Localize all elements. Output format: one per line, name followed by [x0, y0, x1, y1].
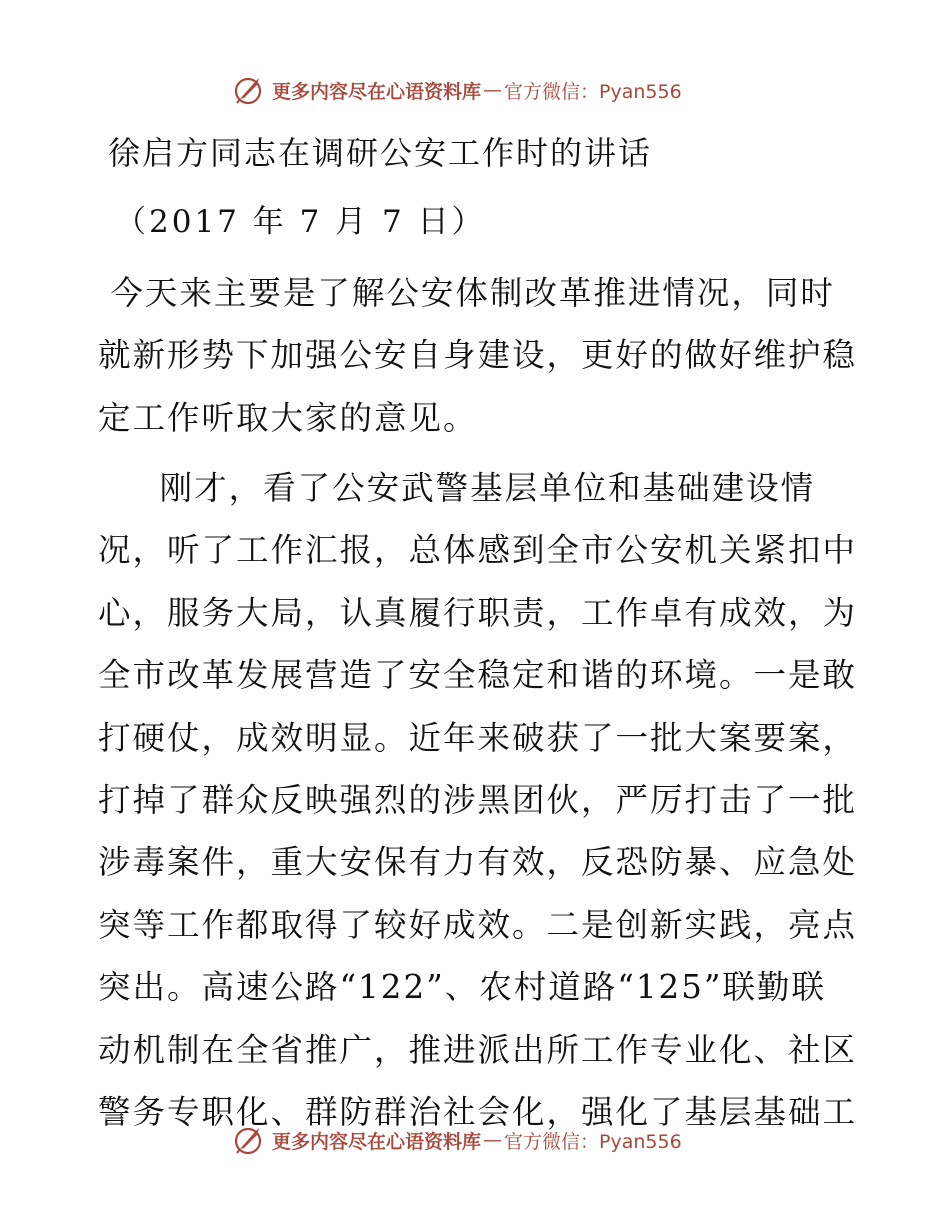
watermark-brand-text: 更多内容尽在心语资料库 — [272, 1130, 482, 1153]
paragraph-line: 警务专职化、群防群治社会化，强化了基层基础工 — [98, 1092, 858, 1131]
paragraph-line: 就新形势下加强公安自身建设，更好的做好维护稳 — [98, 336, 858, 375]
watermark-account-text: 官方微信：Pyan556 — [504, 80, 682, 103]
footer-watermark — [232, 1120, 682, 1160]
paragraph-line: 突等工作都取得了较好成效。二是创新实践，亮点 — [98, 905, 858, 944]
watermark-account-text: 官方微信：Pyan556 — [504, 1130, 682, 1153]
header-watermark — [232, 70, 682, 110]
paragraph-line: 打掉了群众反映强烈的涉黑团伙，严厉打击了一批 — [98, 780, 858, 819]
paragraph-line: 定工作听取大家的意见。 — [98, 398, 478, 437]
paragraph-line: 况，听了工作汇报，总体感到全市公安机关紧扣中 — [98, 531, 858, 570]
paragraph-line: 心，服务大局，认真履行职责，工作卓有成效，为 — [98, 593, 858, 632]
paragraph-intro — [98, 262, 858, 449]
paragraph-line: 今天来主要是了解公安体制改革推进情况，同时 — [98, 274, 835, 312]
paragraph-line: 涉毒案件，重大安保有力有效，反恐防暴、应急处 — [98, 843, 858, 882]
paragraph-assessment — [98, 457, 858, 1143]
quill-pen-icon — [232, 1123, 266, 1157]
paragraph-line: 动机制在全省推广，推进派出所工作专业化、社区 — [98, 1030, 858, 1069]
paragraph-line: 突出。高速公路“122”、农村道路“125”联勤联 — [98, 968, 827, 1007]
watermark-separator: — — [483, 1129, 503, 1151]
document-title: 徐启方同志在调研公安工作时的讲话 — [108, 134, 653, 172]
paragraph-line: 刚才，看了公安武警基层单位和基础建设情 — [98, 469, 816, 507]
document-date: （2017 年 7 月 7 日） — [115, 204, 486, 240]
paragraph-line: 打硬仗，成效明显。近年来破获了一批大案要案， — [98, 718, 858, 757]
paragraph-line: 全市改革发展营造了安全稳定和谐的环境。一是敢 — [98, 656, 858, 695]
watermark-brand-text: 更多内容尽在心语资料库 — [272, 80, 482, 103]
quill-pen-icon — [232, 73, 266, 107]
watermark-separator: — — [483, 79, 503, 101]
